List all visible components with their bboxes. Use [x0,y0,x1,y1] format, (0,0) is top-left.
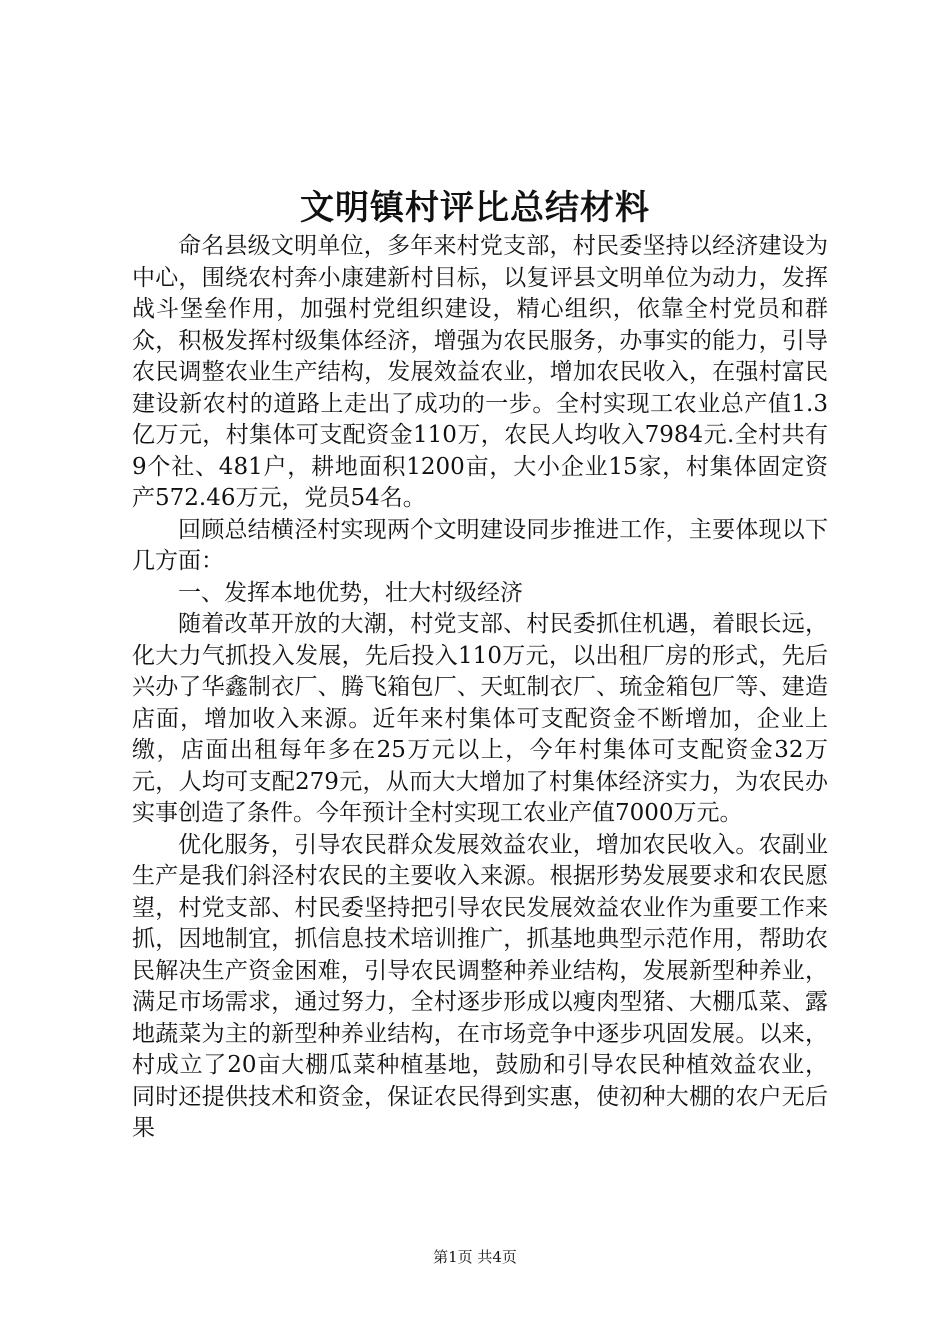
document-title: 文明镇村评比总结材料 [300,188,650,228]
paragraph-service: 优化服务，引导农民群众发展效益农业，增加农民收入。农副业生产是我们斜泾村农民的主要收入来源。根据形势发展要求和农民愿望，村党支部、村民委坚持把引导农民发展效益农业作为重要工作来抓，因地制宜，抓信息技术培训推广，抓基地典型示范作用，帮助农民解决生产资金困难，引导农民调整种养业结构，发展新型种养业，满足市场需求，通过努力，全村逐步形成以瘦肉型猪、大棚瓜菜、露地蔬菜为主的新型种养业结构，在市场竞争中逐步巩固发展。以来，村成立了20亩大棚瓜菜种植基地，鼓励和引导农民种植效益农业，同时还提供技术和资金，保证农民得到实惠，使初种大棚的农户无后果 [132,831,828,1141]
section-heading: 一、发挥本地优势，壮大村级经济 [178,579,523,606]
paragraph-economy: 随着改革开放的大潮，村党支部、村民委抓住机遇，着眼长远，化大力气抓投入发展，先后投入110万元，以出租厂房的形式，先后兴办了华鑫制衣厂、腾飞箱包厂、天虹制衣厂、琉金箱包厂等、建造店面，增加收入来源。近年来村集体可支配资金不断增加，企业上缴，店面出租每年多在25万元以上，今年村集体可支配资金32万元，人均可支配279元，从而大大增加了村集体经济实力，为农民办实事创造了条件。今年预计全村实现工农业产值7000万元。 [132,611,828,826]
document-body [132,231,828,1145]
paragraph-review: 回顾总结横泾村实现两个文明建设同步推进工作，主要体现以下几方面： [132,516,828,574]
page-number-footer: 第1页 共4页 [433,1248,517,1266]
paragraph-intro: 命名县级文明单位，多年来村党支部，村民委坚持以经济建设为中心，围绕农村奔小康建新村目标，以复评县文明单位为动力，发挥战斗堡垒作用，加强村党组织建设，精心组织，依靠全村党员和群众，积极发挥村级集体经济，增强为农民服务，办事实的能力，引导农民调整农业生产结构，发展效益农业，增加农民收入，在强村富民建设新农村的道路上走出了成功的一步。全村实现工农业总产值1.3亿万元，村集体可支配资金110万，农民人均收入7984元.全村共有9个社、481户，耕地面积1200亩，大小企业15家，村集体固定资产572.46万元，党员54名。 [132,233,828,511]
